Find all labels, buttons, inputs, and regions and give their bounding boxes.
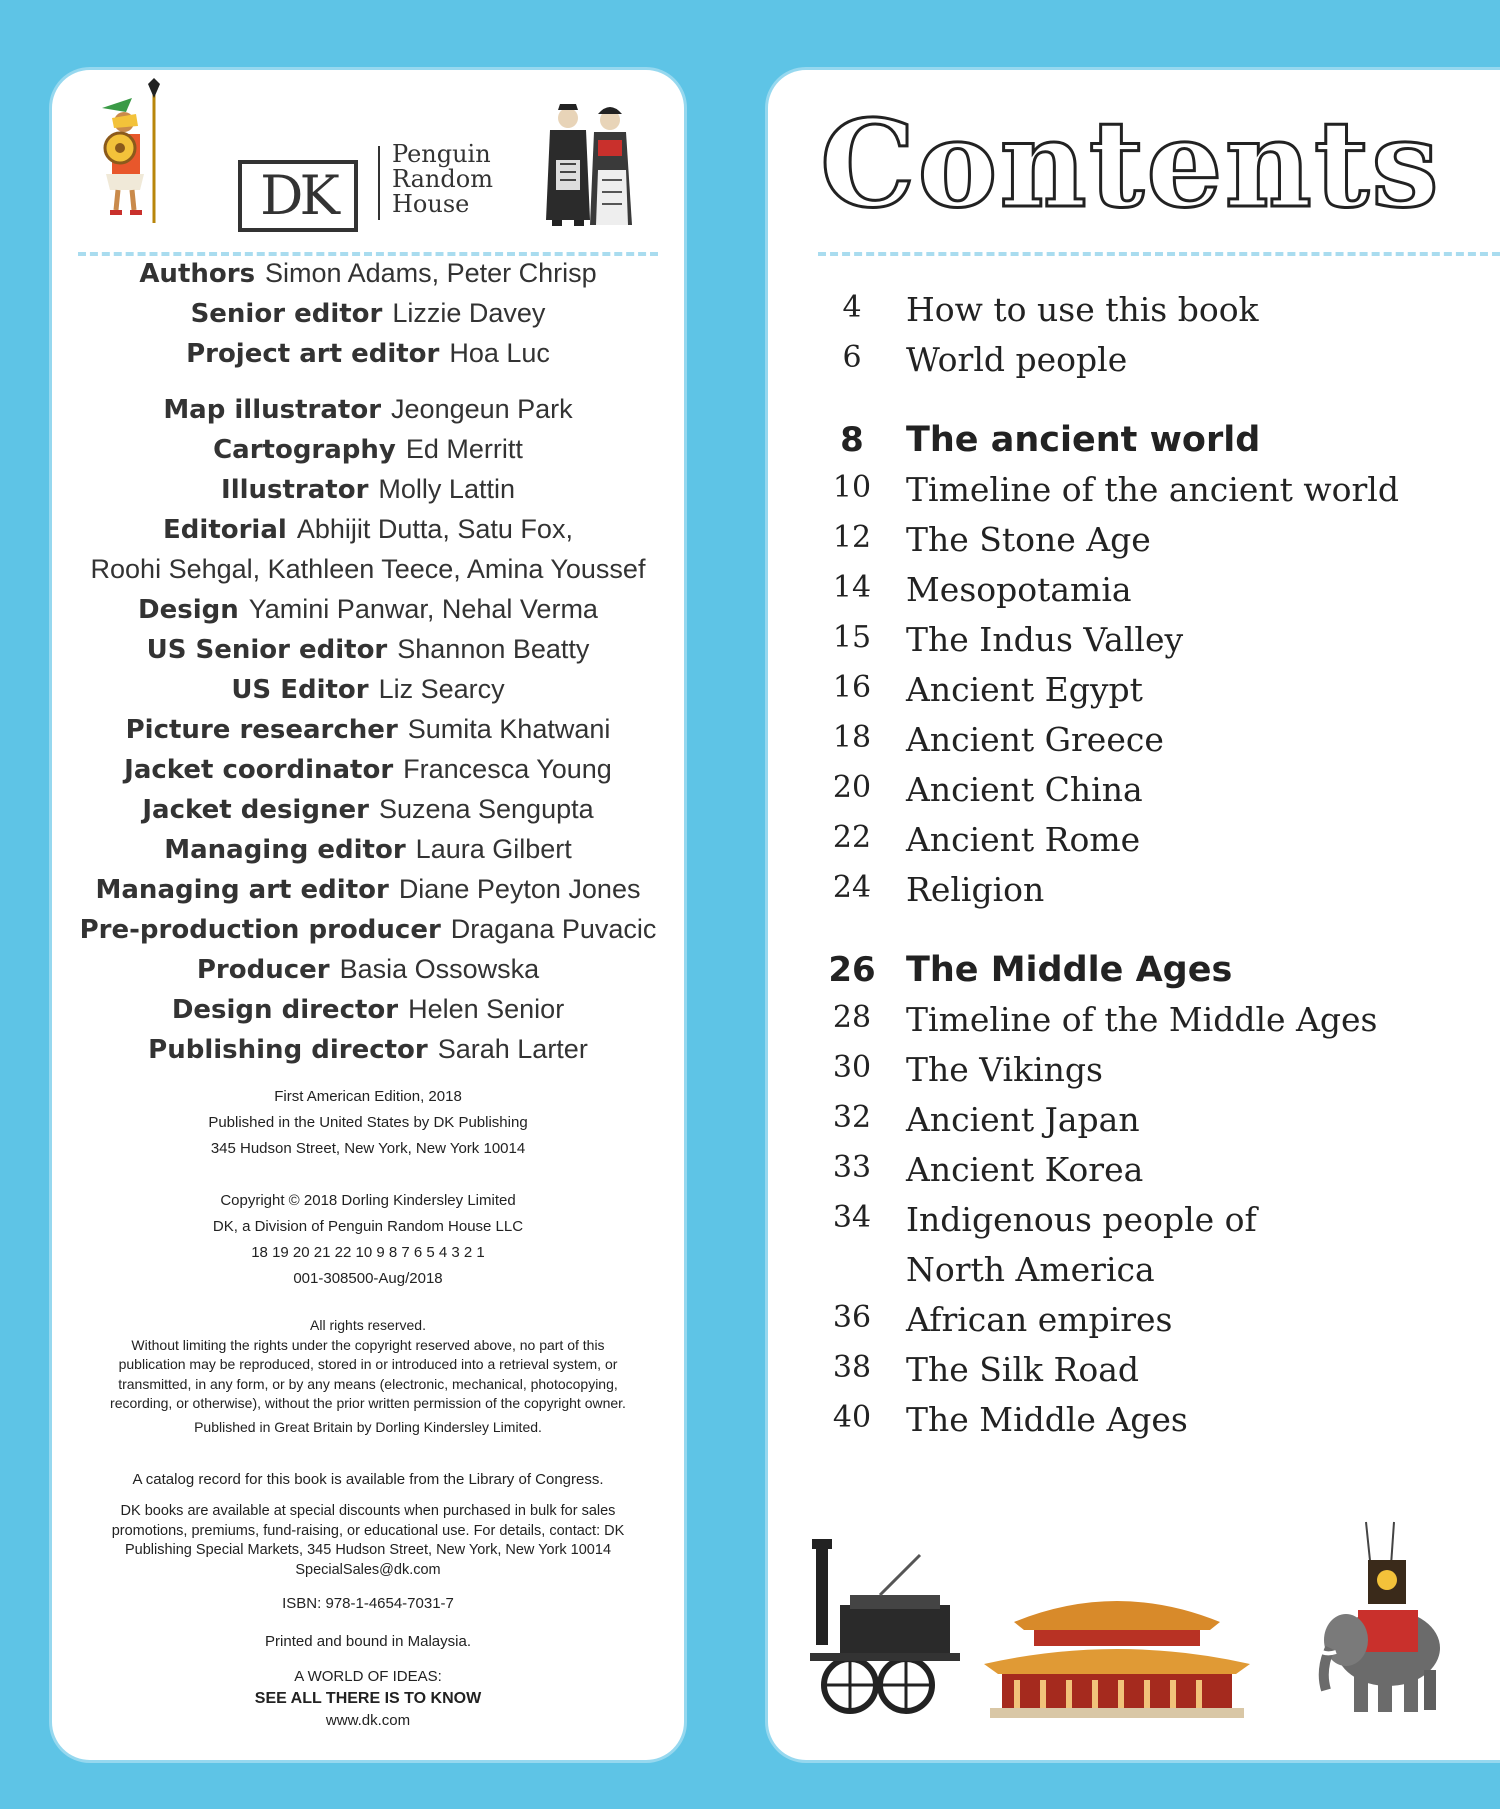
- credit-pre-production-producer: Pre-production producer Dragana Puvacic: [79, 914, 657, 945]
- toc-page-number: 16: [832, 670, 872, 705]
- toc-title: Ancient Greece: [906, 720, 1164, 759]
- toc-page-number: 4: [842, 290, 862, 325]
- toc-title: Ancient Rome: [906, 820, 1141, 859]
- credit-design: Design Yamini Panwar, Nehal Verma: [138, 594, 598, 625]
- toc-title: The Vikings: [906, 1050, 1103, 1089]
- chinese-palace-illustration: [984, 1590, 1250, 1720]
- credit-editorial-continued: Roohi Sehgal, Kathleen Teece, Amina Youssef: [90, 554, 646, 584]
- penguin-random-house-logo: Penguin Random House: [392, 140, 493, 218]
- toc-title: The ancient world: [906, 420, 1261, 460]
- credit-cartography: Cartography Ed Merritt: [213, 434, 523, 465]
- toc-page-number: 10: [832, 470, 872, 505]
- toc-title: The Stone Age: [906, 520, 1151, 559]
- credit-authors: Authors Simon Adams, Peter Chrisp: [139, 258, 597, 289]
- toc-title: The Middle Ages: [906, 1400, 1188, 1439]
- toc-title: How to use this book: [906, 290, 1259, 329]
- toc-title: Religion: [906, 870, 1045, 909]
- toc-title: Timeline of the ancient world: [906, 470, 1399, 509]
- credit-managing-art-editor: Managing art editor Diane Peyton Jones: [95, 874, 641, 905]
- catalog-record: A catalog record for this book is available from the Library of Congress.: [132, 1471, 604, 1488]
- toc-title: African empires: [906, 1300, 1173, 1339]
- title-divider: [818, 252, 1500, 256]
- credit-picture-researcher: Picture researcher Sumita Khatwani: [125, 714, 611, 745]
- toc-page-number: 38: [832, 1350, 872, 1385]
- credit-jacket-designer: Jacket designer Suzena Sengupta: [142, 794, 594, 825]
- toc-page-number: 28: [832, 1000, 872, 1035]
- toc-page-number: 6: [842, 340, 862, 375]
- toc-title: Mesopotamia: [906, 570, 1132, 609]
- credit-producer: Producer Basia Ossowska: [196, 954, 540, 985]
- credits-list: [52, 254, 684, 1070]
- contents-title: Contents: [820, 94, 1441, 235]
- toc-page-number: 26: [828, 950, 876, 990]
- toc-page-number: 12: [832, 520, 872, 555]
- dk-logo: DK: [238, 142, 370, 242]
- credit-senior-editor: Senior editor Lizzie Davey: [190, 298, 546, 329]
- toc-page-number: 36: [832, 1300, 872, 1335]
- toc-page-number: 20: [832, 770, 872, 805]
- toc-page-number: 24: [832, 870, 872, 905]
- toc-title: Ancient Japan: [906, 1100, 1140, 1139]
- credits-panel: [52, 70, 684, 1760]
- credit-managing-editor: Managing editor Laura Gilbert: [164, 834, 572, 865]
- special-sales: DK books are available at special discounts when purchased in bulk for sales promotions, premiums, fund-raising, or educational use. For details, contact: DK Publishing Special Markets, 345 Hudson Street, New York, New York 10014 SpecialSales@dk.com: [111, 1503, 625, 1578]
- credit-project-art-editor: Project art editor Hoa Luc: [186, 338, 550, 369]
- credit-us-senior-editor: US Senior editor Shannon Beatty: [146, 634, 590, 665]
- japanese-couple-illustration: [528, 100, 648, 240]
- toc-title: The Silk Road: [906, 1350, 1139, 1389]
- credit-us-editor: US Editor Liz Searcy: [231, 674, 505, 705]
- toc-page-number: 40: [832, 1400, 872, 1435]
- credit-jacket-coordinator: Jacket coordinator Francesca Young: [124, 754, 612, 785]
- rights-notice: All rights reserved. Without limiting the rights under the copyright reserved above, no part of this publication may be reproduced, stored in or introduced into a retrieval system, or transmitted, in any form, or by any means (electronic, mechanical, photocopying, recording, or otherwise), without the prior written permission of the copyright owner. Published in Great Britain by Dorling Kindersley Limited.: [110, 1317, 626, 1435]
- toc-title: Ancient Korea: [906, 1150, 1144, 1189]
- toc-title: The Middle Ages: [906, 950, 1233, 990]
- toc-page-number: 8: [840, 420, 864, 460]
- isbn: ISBN: 978-1-4654-7031-7: [282, 1595, 454, 1612]
- credit-illustrator: Illustrator Molly Lattin: [221, 474, 515, 505]
- credit-editorial: Editorial Abhijit Dutta, Satu Fox,: [163, 514, 573, 545]
- war-elephant-illustration: [1296, 1520, 1446, 1720]
- toc-page-number: 14: [832, 570, 872, 605]
- credit-map-illustrator: Map illustrator Jeongeun Park: [163, 394, 573, 425]
- toc-page-number: 34: [832, 1200, 872, 1235]
- steam-locomotive-illustration: [810, 1535, 960, 1720]
- aztec-warrior-illustration: [92, 78, 192, 228]
- toc-title: World people: [906, 340, 1128, 379]
- copyright-info: Copyright © 2018 Dorling Kindersley Limited DK, a Division of Penguin Random House LLC 18 19 20 21 22 10 9 8 7 6 5 4 3 2 1 001-308500-Aug/2018: [212, 1192, 524, 1287]
- toc-page-number: 22: [832, 820, 872, 855]
- toc-title: Ancient China: [906, 770, 1143, 809]
- credit-publishing-director: Publishing director Sarah Larter: [148, 1034, 588, 1065]
- toc-title: Timeline of the Middle Ages: [906, 1000, 1378, 1039]
- toc-title: Ancient Egypt: [906, 670, 1143, 709]
- toc-page-number: 33: [832, 1150, 872, 1185]
- slogan: A WORLD OF IDEAS: SEE ALL THERE IS TO KNOW www.dk.com: [254, 1668, 482, 1729]
- toc-page-number: 30: [832, 1050, 872, 1085]
- edition-info: First American Edition, 2018 Published in the United States by DK Publishing 345 Hudson Street, New York, New York 10014: [208, 1088, 528, 1157]
- toc-page-number: 32: [832, 1100, 872, 1135]
- toc-page-number: 18: [832, 720, 872, 755]
- toc-title: North America: [906, 1250, 1155, 1289]
- logo-divider: [378, 146, 380, 220]
- toc-title: Indigenous people of: [906, 1200, 1257, 1239]
- toc-page-number: 15: [832, 620, 872, 655]
- toc-title: The Indus Valley: [906, 620, 1184, 659]
- printed-in: Printed and bound in Malaysia.: [265, 1633, 471, 1650]
- credit-design-director: Design director Helen Senior: [171, 994, 565, 1025]
